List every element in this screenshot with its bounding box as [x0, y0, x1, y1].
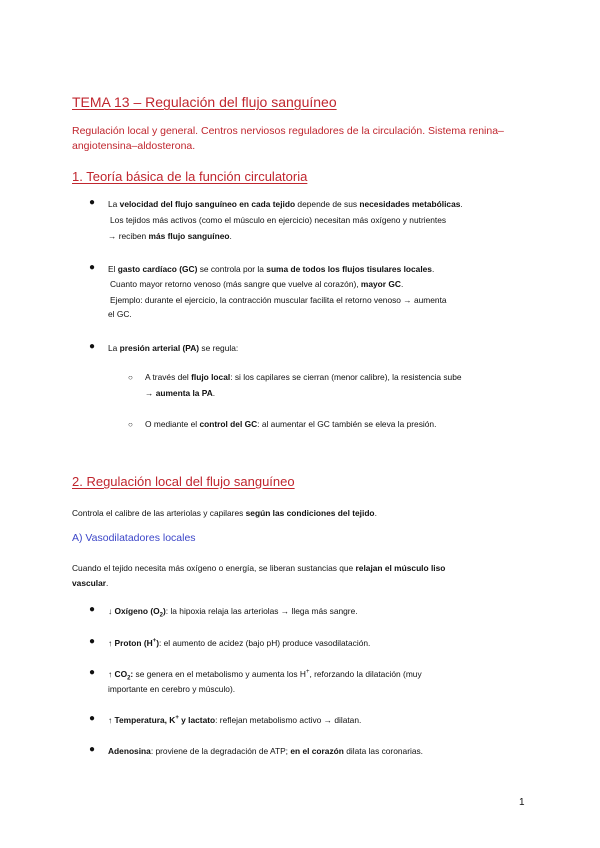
bullet-icon: ● — [89, 262, 96, 273]
bullet-icon: ● — [89, 744, 96, 755]
section-1-heading: 1. Teoría básica de la función circulatoria — [72, 169, 308, 184]
section-2-paragraph-line-1: Cuando el tejido necesita más oxígeno o energía, se liberan sustancias que relajan el músculo liso — [72, 563, 446, 573]
bullet-1-line-3: → reciben más flujo sanguíneo. — [108, 231, 232, 241]
page-subtitle: Regulación local y general. Centros nerviosos reguladores de la circulación. Sistema renina–angiotensina–aldosterona. — [72, 125, 504, 152]
section-2-paragraph-line-2: vascular. — [72, 578, 109, 588]
bullet-icon: ● — [89, 667, 96, 678]
bullet-icon: ● — [89, 197, 96, 208]
page-title: TEMA 13 – Regulación del flujo sanguíneo — [72, 94, 337, 110]
bullet-icon: ● — [89, 636, 96, 647]
vasodilator-co2-line-1: ↑ $CO_2$: se genera en el metabolismo y aumenta los H+, reforzando la dilatación (muy — [108, 669, 422, 682]
bullet-icon: ● — [89, 341, 96, 352]
vasodilator-proton: ↑ Proton (H+): el aumento de acidez (bajo pH) produce vasodilatación. — [108, 638, 371, 648]
bullet-icon: ● — [89, 604, 96, 615]
vasodilator-temperature: ↑ Temperatura, K+ y lactato: reflejan metabolismo activo → dilatan. — [108, 715, 362, 725]
vasodilator-oxygen: ↓ Oxígeno $(O_2)$: la hipoxia relaja las arteriolas → llega más sangre. — [108, 606, 358, 619]
vasodilator-adenosine: Adenosina: proviene de la degradación de ATP; en el corazón dilata las coronarias. — [108, 746, 424, 756]
bullet-1-line-1: La velocidad del flujo sanguíneo en cada tejido depende de sus necesidades metabólicas. — [108, 199, 463, 209]
bullet-2-line-3: Ejemplo: durante el ejercicio, la contracción muscular facilita el retorno venoso → aumenta — [110, 295, 447, 305]
bullet-3-line-1: La presión arterial (PA) se regula: — [108, 343, 239, 353]
bullet-icon: ● — [89, 713, 96, 724]
bullet-2-line-1: El gasto cardíaco (GC) se controla por la suma de todos los flujos tisulares locales. — [108, 264, 435, 274]
section-2-heading: 2. Regulación local del flujo sanguíneo — [72, 474, 295, 489]
circle-bullet-icon: ○ — [128, 420, 133, 429]
section-2-intro: Controla el calibre de las arteriolas y capilares según las condiciones del tejido. — [72, 508, 377, 518]
bullet-2-line-4: el GC. — [108, 309, 132, 319]
page-number: 1 — [519, 797, 525, 808]
sub-bullet-1-line-1: A través del flujo local: si los capilares se cierran (menor calibre), la resistencia sube — [145, 372, 462, 382]
sub-bullet-2-line-1: O mediante el control del GC: al aumentar el GC también se eleva la presión. — [145, 419, 437, 429]
circle-bullet-icon: ○ — [128, 373, 133, 382]
subsection-a-heading: A) Vasodilatadores locales — [72, 532, 196, 544]
vasodilator-co2-line-2: importante en cerebro y músculo). — [108, 684, 236, 694]
bullet-1-line-2: Los tejidos más activos (como el músculo en ejercicio) necesitan más oxígeno y nutrientes — [110, 215, 447, 225]
sub-bullet-1-line-2: → aumenta la PA. — [145, 388, 216, 398]
bullet-2-line-2: Cuanto mayor retorno venoso (más sangre que vuelve al corazón), mayor GC. — [110, 279, 404, 289]
